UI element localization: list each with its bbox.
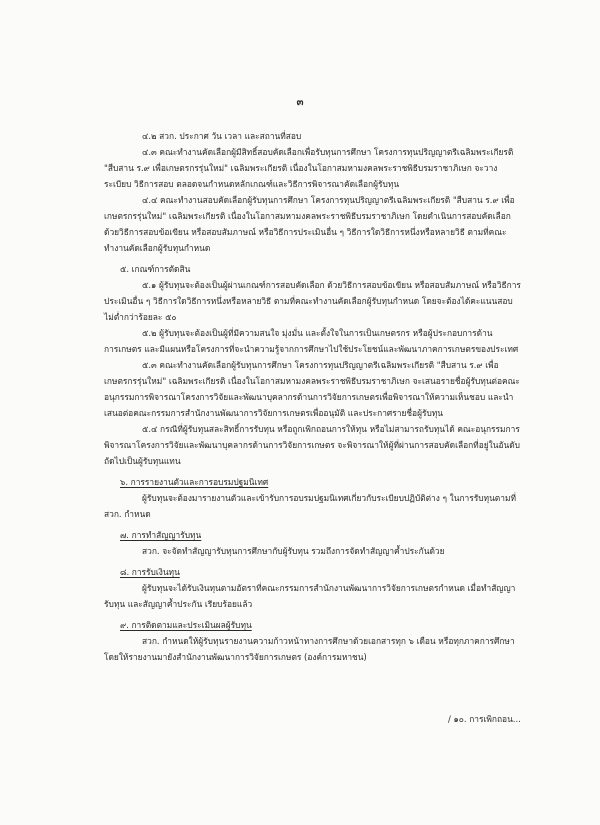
section-6-heading: ๖. การรายงานตัวและการอบรมปฐมนิเทศ xyxy=(120,477,269,487)
section-6-body: ผู้รับทุนจะต้องมารายงานตัวและเข้ารับการอบรมปฐมนิเทศเกี่ยวกับระเบียบปฏิบัติต่าง ๆ ในการรับทุนตามที่ สวก. กำหนด xyxy=(104,493,516,519)
section-9-body: สวก. กำหนดให้ผู้รับทุนรายงานความก้าวหน้าทางการศึกษาด้วยเอกสารทุก ๖ เดือน หรือทุกภาคการศึกษา โดยให้รายงานมายังสำนักงานพัฒนาการวิจัยการเกษตร (องค์การมหาชน) xyxy=(104,636,515,662)
clause-4-3: ๔.๓ คณะทำงานคัดเลือกผู้มีสิทธิ์สอบคัดเลือกเพื่อรับทุนการศึกษา โครงการทุนปริญญาตรีเฉลิมพระเกียรติ "สืบสาน ร.๙ เพื่อเกษตรกรรุ่นใหม่" เฉลิมพระเกียรติ เนื่องในโอกาสมหามงคลพระราชพิธีบรมราชาภิเษก จะวางระเบียบ วิธีการสอบ ตลอดจนกำหนดหลักเกณฑ์และวิธีการพิจารณาคัดเลือกผู้รับทุน xyxy=(104,147,514,189)
clause-4-4: ๔.๔ คณะทำงานสอบคัดเลือกผู้รับทุนการศึกษา โครงการทุนปริญญาตรีเฉลิมพระเกียรติ "สืบสาน ร.๙ เพื่อเกษตรกรรุ่นใหม่" เฉลิมพระเกียรติ เนื่องในโอกาสมหามงคลพระราชพิธีบรมราชาภิเษก โดยดำเนินการสอบคัดเลือก ด้วยวิธีการสอบข้อเขียน หรือสอบสัมภาษณ์ หรือวิธีการประเมินอื่น ๆ วิธีการใดวิธีการหนึ่งหรือหลายวิธี ตามที่คณะทำงานคัดเลือกผู้รับทุนกำหนด xyxy=(104,195,515,253)
section-7-heading: ๗. การทำสัญญารับทุน xyxy=(120,530,202,540)
continued-marker: / ๑๐. การเพิกถอน... xyxy=(448,714,521,724)
section-8-heading: ๘. การรับเงินทุน xyxy=(120,567,180,577)
section-7-body: สวก. จะจัดทำสัญญารับทุนการศึกษากับผู้รับทุน รวมถึงการจัดทำสัญญาค้ำประกันด้วย xyxy=(142,546,445,556)
section-5-heading: ๕. เกณฑ์การตัดสิน xyxy=(120,264,191,274)
clause-5-3: ๕.๓ คณะทำงานคัดเลือกผู้รับทุนการศึกษา โครงการทุนปริญญาตรีเฉลิมพระเกียรติ "สืบสาน ร.๙ เพื่อเกษตรกรรุ่นใหม่" เฉลิมพระเกียรติ เนื่องในโอกาสมหามงคลพระราชพิธีบรมราชาภิเษก จะเสนอรายชื่อผู้รับทุนต่อคณะอนุกรรมการพิจารณาโครงการวิจัยและพัฒนาบุคลากรด้านการวิจัยการเกษตรเพื่อพิจารณาให้ความเห็นชอบ และนำเสนอต่อคณะกรรมการสำนักงานพัฒนาการวิจัยการเกษตรเพื่ออนุมัติ และประกาศรายชื่อผู้รับทุน xyxy=(104,360,520,418)
document-body xyxy=(104,128,522,665)
clause-4-2: ๔.๒ สวก. ประกาศ วัน เวลา และสถานที่สอบ xyxy=(142,131,302,141)
clause-5-1: ๕.๑ ผู้รับทุนจะต้องเป็นผู้ผ่านเกณฑ์การสอบคัดเลือก ด้วยวิธีการสอบข้อเขียน หรือสอบสัมภาษณ์ หรือวิธีการประเมินอื่น ๆ วิธีการใดวิธีการหนึ่งหรือหลายวิธี ตามที่คณะทำงานคัดเลือกผู้รับทุนกำหนด โดยจะต้องได้คะแนนสอบไม่ต่ำกว่าร้อยละ ๕๐ xyxy=(104,280,521,322)
clause-5-2: ๕.๒ ผู้รับทุนจะต้องเป็นผู้ที่มีความสนใจ มุ่งมั่น และตั้งใจในการเป็นเกษตรกร หรือผู้ประกอบการด้านการเกษตร และมีแผนหรือโครงการที่จะนำความรู้จากการศึกษาไปใช้ประโยชน์และพัฒนาภาคการเกษตรของประเทศ xyxy=(104,328,519,354)
section-9-heading: ๙. การติดตามและประเมินผลผู้รับทุน xyxy=(120,620,252,630)
page-number: ๓ xyxy=(296,97,304,108)
clause-5-4: ๕.๔ กรณีที่ผู้รับทุนสละสิทธิ์การรับทุน หรือถูกเพิกถอนการให้ทุน หรือไม่สามารถรับทุนได้ คณะอนุกรรมการพิจารณาโครงการวิจัยและพัฒนาบุคลากรด้านการวิจัยการเกษตร จะพิจารณาให้ผู้ที่ผ่านการสอบคัดเลือกที่อยู่ในอันดับถัดไปเป็นผู้รับทุนแทน xyxy=(104,424,520,466)
section-8-body: ผู้รับทุนจะได้รับเงินทุนตามอัตราที่คณะกรรมการสำนักงานพัฒนาการวิจัยการเกษตรกำหนด เมื่อทำสัญญารับทุน และสัญญาค้ำประกัน เรียบร้อยแล้ว xyxy=(104,583,516,609)
